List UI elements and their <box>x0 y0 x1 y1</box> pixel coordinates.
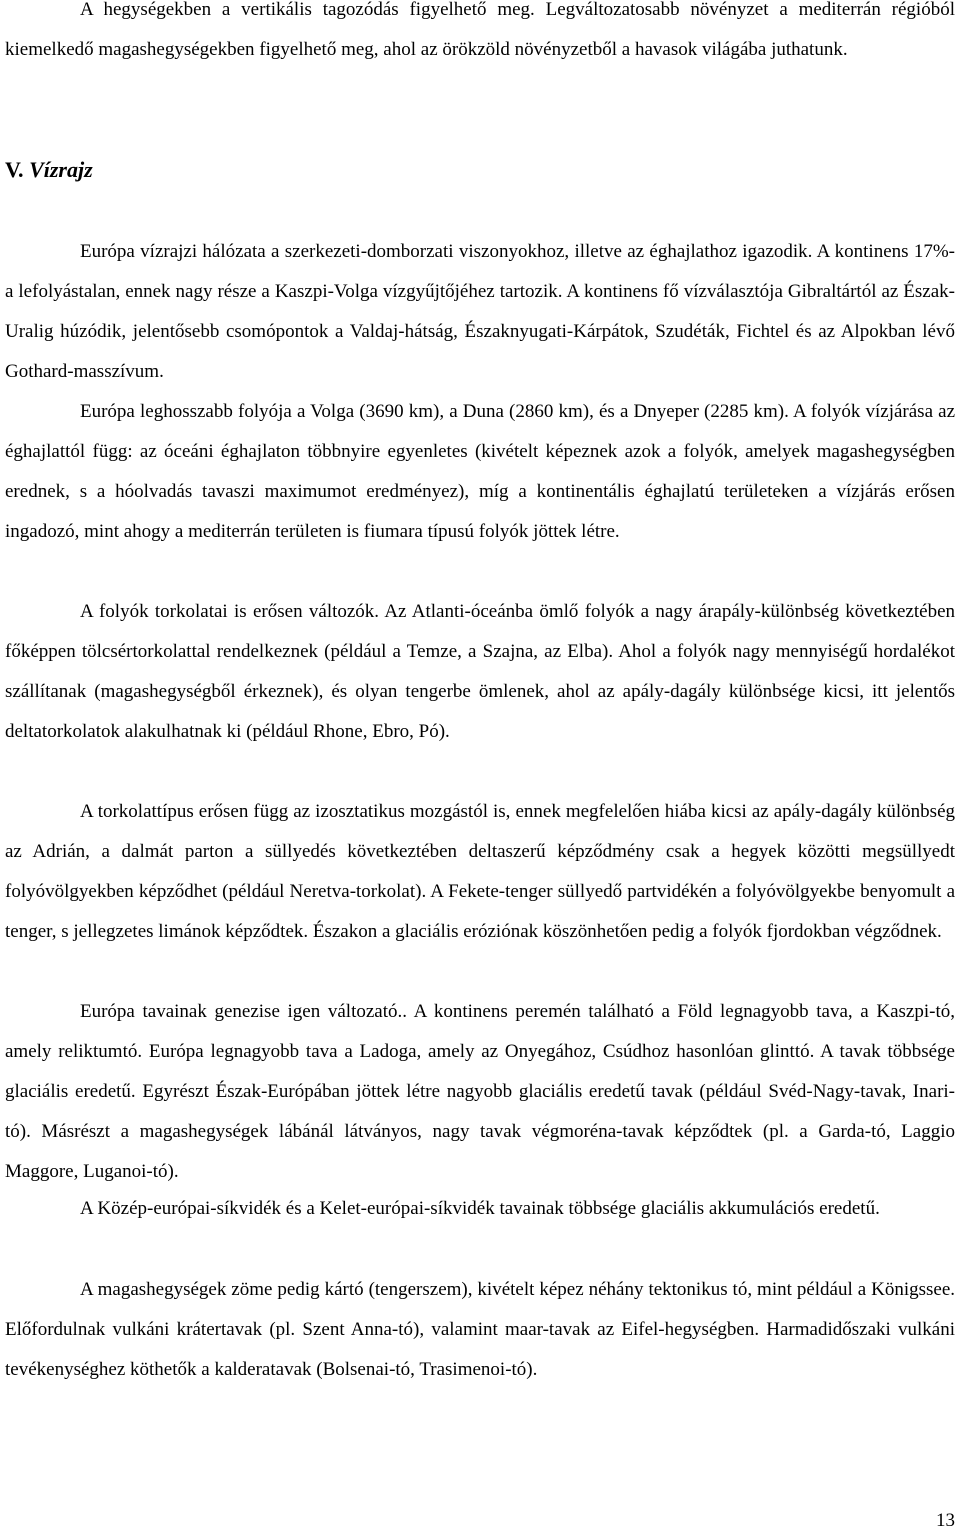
paragraph-plain-lakes: A Közép-európai-síkvidék és a Kelet-európai-síkvidék tavainak többsége glaciális akkumulációs eredetű. <box>80 1198 880 1219</box>
page-number: 13 <box>936 1510 955 1531</box>
section-heading <box>5 150 93 190</box>
paragraph-river-mouths: A folyók torkolatai is erősen változók. Az Atlanti-óceánba ömlő folyók a nagy árapály-különbség következtében főképpen tölcsértorkolattal rendelkeznek (például a Temze, a Szajna, az Elba). Ahol a folyók nagy mennyiségű hordalékot szállítanak (magashegységből érkeznek), és olyan tengerbe ömlenek, ahol az apály-dagály különbsége kicsi, itt jelentős deltatorkolatok alakulhatnak ki (például Rhone, Ebro, Pó). <box>5 601 955 742</box>
section-title: Vízrajz <box>29 157 93 182</box>
intro-paragraph: A hegységekben a vertikális tagozódás figyelhető meg. Legváltozatosabb növényzet a mediterrán régióból kiemelkedő magashegységekben figyelhető meg, ahol az örökzöld növényzetből a havasok világába juthatunk. <box>5 0 955 60</box>
paragraph-rivers: Európa leghosszabb folyója a Volga (3690 km), a Duna (2860 km), és a Dnyeper (2285 km). A folyók vízjárása az éghajlattól függ: az óceáni éghajlaton többnyire egyenletes (kivételt képeznek azok a folyók, amelyek magashegységben erednek, s a hóolvadás tavaszi maximumot eredményez), míg a kontinentális éghajlatú területeken a vízjárás erősen ingadozó, mint ahogy a mediterrán területen is fiumara típusú folyók jöttek létre. <box>5 401 955 542</box>
paragraph-mountain-lakes: A magashegységek zöme pedig kártó (tengerszem), kivételt képez néhány tektonikus tó, mint például a Königssee. Előfordulnak vulkáni krátertavak (pl. Szent Anna-tó), valamint maar-tavak az Eifel-hegységben. Harmadidőszaki vulkáni tevékenységhez köthetők a kalderatavak (Bolsenai-tó, Trasimenoi-tó). <box>5 1279 955 1380</box>
paragraph-water-network: Európa vízrajzi hálózata a szerkezeti-domborzati viszonyokhoz, illetve az éghajlathoz igazodik. A kontinens 17%-a lefolyástalan, ennek nagy része a Kaszpi-Volga vízgyűjtőjéhez tartozik. A kontinens fő vízválasztója Gibraltártól az Észak-Uralig húzódik, jelentősebb csomópontok a Valdaj-hátság, Északnyugati-Kárpátok, Szudéták, Fichtel és az Alpokban lévő Gothard-masszívum. <box>5 241 955 382</box>
paragraph-lakes: Európa tavainak genezise igen változató.. A kontinens peremén található a Föld legnagyobb tava, a Kaszpi-tó, amely reliktumtó. Európa legnagyobb tava a Ladoga, amely az Onyegához, Csúdhoz hasonlóan glinttó. A tavak többsége glaciális eredetű. Egyrészt Észak-Európában jöttek létre nagyobb glaciális eredetű tavak (például Svéd-Nagy-tavak, Inari-tó). Másrészt a magashegységek lábánál látványos, nagy tavak végmoréna-tavak képződtek (pl. a Garda-tó, Laggio Maggore, Luganoi-tó). <box>5 1001 955 1182</box>
paragraph-mouth-types: A torkolattípus erősen függ az izosztatikus mozgástól is, ennek megfelelően hiába kicsi az apály-dagály különbség az Adrián, a dalmát parton a süllyedés következtében deltaszerű képződmény csak a hegyek közötti megsüllyedt folyóvölgyekben képződhet (például Neretva-torkolat). A Fekete-tenger süllyedő partvidékén a folyóvölgyekbe benyomult a tenger, s jellegzetes limánok képződtek. Északon a glaciális eróziónak köszönhetően pedig a folyók fjordokban végződnek. <box>5 801 955 942</box>
section-number: V. <box>5 157 24 182</box>
